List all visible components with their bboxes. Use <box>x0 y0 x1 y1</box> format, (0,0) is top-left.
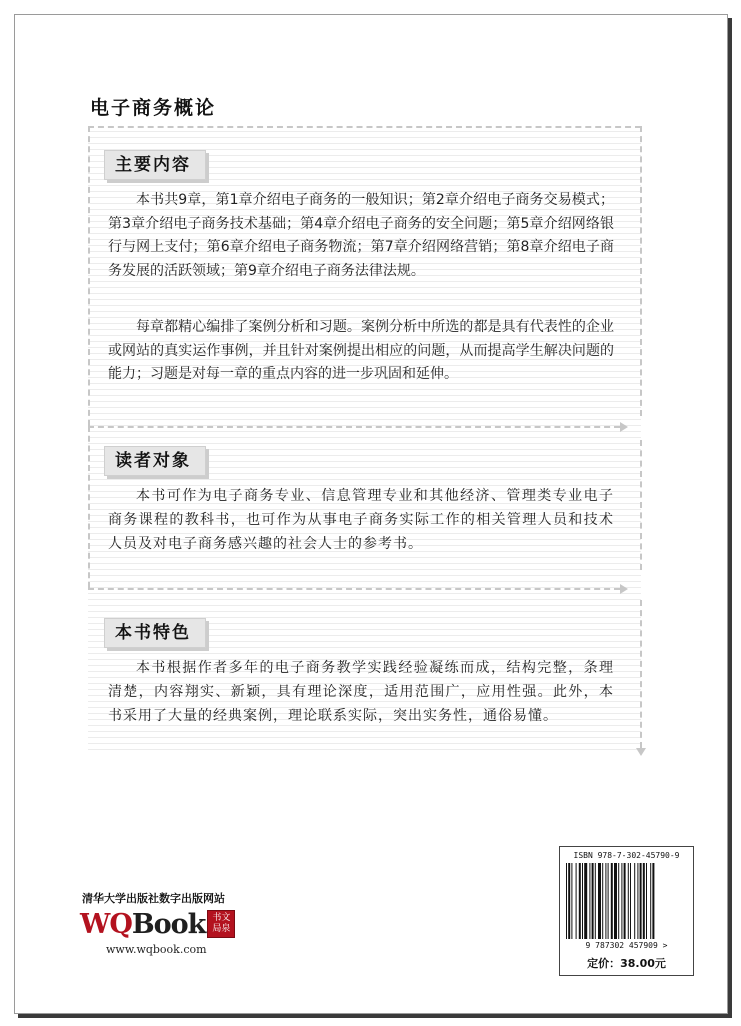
barcode-box <box>559 846 694 976</box>
dash-right-mid <box>640 440 642 570</box>
dash-right-bottom <box>640 600 642 748</box>
section-heading-readers: 读者对象 <box>104 446 206 476</box>
barcode-icon <box>566 863 687 939</box>
dash-mid-2 <box>88 588 620 590</box>
arrow-mid-1 <box>620 422 628 432</box>
dash-left-2 <box>88 426 90 588</box>
readers-para: 本书可作为电子商务专业、信息管理专业和其他经济、管理类专业电子商务课程的教科书，也可作为从事电子商务实际工作的相关管理人员和技术人员及对电子商务感兴趣的社会人士的参考书。 <box>108 488 614 552</box>
main-content-para-1: 本书共9章，第1章介绍电子商务的一般知识；第2章介绍电子商务交易模式；第3章介绍电子商务技术基础；第4章介绍电子商务的安全问题；第5章介绍网络银行与网上支付；第6章介绍电子商务物流；第7章介绍网络营销；第8章介绍电子商务发展的活跃领域；第9章介绍电子商务法律法规。 <box>108 192 614 279</box>
publisher-seal-icon: 书文 局泉 <box>207 910 235 938</box>
book-title: 电子商务概论 <box>90 97 217 119</box>
arrow-bottom <box>636 748 646 756</box>
arrow-mid-2 <box>620 584 628 594</box>
logo-wq-text: WQ <box>80 908 132 940</box>
publisher-name: 清华大学出版社数字出版网站 <box>82 892 225 905</box>
section-heading-main-content: 主要内容 <box>104 150 206 180</box>
dash-top <box>88 126 641 128</box>
isbn-number: ISBN 978-7-302-45790-9 <box>573 851 680 860</box>
features-para: 本书根据作者多年的电子商务教学实践经验凝练而成，结构完整，条理清楚，内容翔实、新颖，具有理论深度，适用范围广，应用性强。此外，本书采用了大量的经典案例，理论联系实际，突出实务性，通俗易懂。 <box>108 660 614 724</box>
price: 定价：38.00元 <box>587 957 666 970</box>
barcode-digits: 9 787302 457909 > <box>585 941 668 950</box>
dash-right-top <box>640 126 642 416</box>
publisher-website: www.wqbook.com <box>106 943 207 956</box>
logo-book-text: Book <box>131 908 206 940</box>
dash-mid-1 <box>88 426 620 428</box>
main-content-para-2: 每章都精心编排了案例分析和习题。案例分析中所选的都是具有代表性的企业或网站的真实运作事例，并且针对案例提出相应的问题，从而提高学生解决问题的能力；习题是对每一章的重点内容的进一步巩固和延伸。 <box>108 319 614 382</box>
section-heading-features: 本书特色 <box>104 618 206 648</box>
dash-left-1 <box>88 126 90 426</box>
wqbook-logo <box>80 907 235 941</box>
